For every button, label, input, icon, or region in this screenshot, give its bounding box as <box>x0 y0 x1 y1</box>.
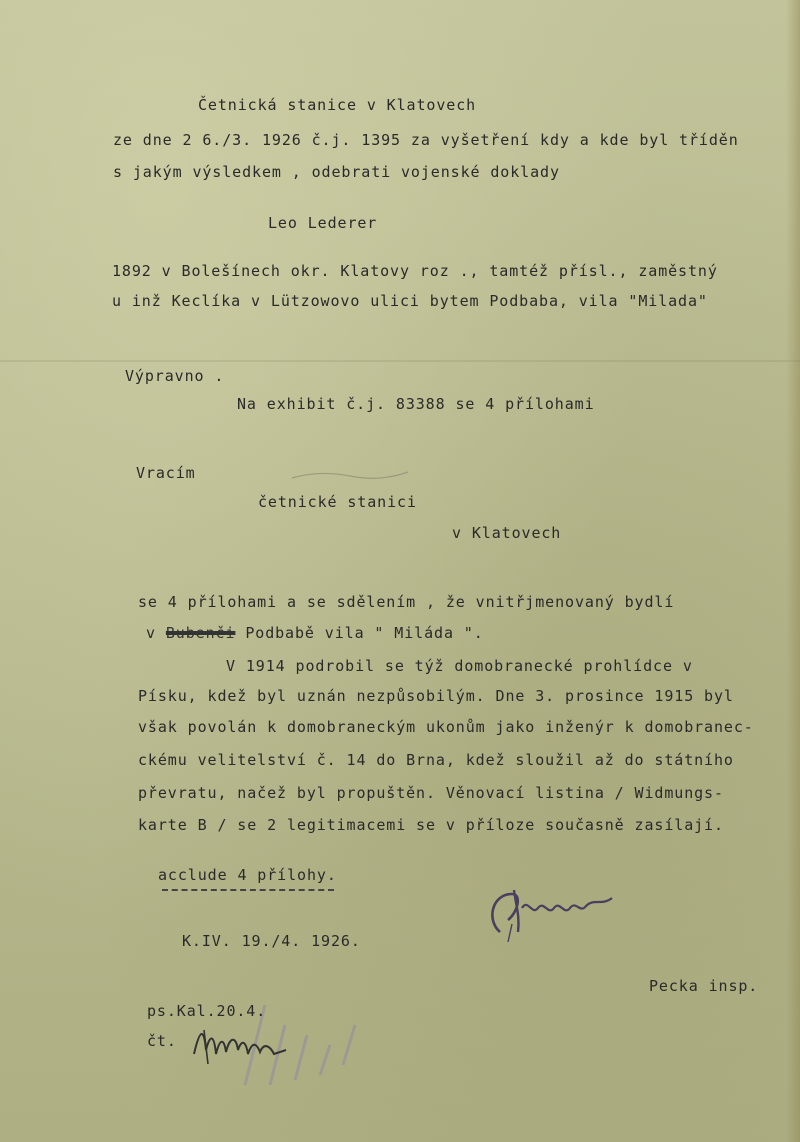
ct-note-prefix: čt. <box>147 1032 177 1050</box>
paper-edge <box>786 0 800 1142</box>
body-line-2-suffix: Podbabě vila " Miláda ". <box>245 624 484 642</box>
date-line: K.IV. 19./4. 1926. <box>182 932 361 950</box>
request-line-1: ze dne 2 6./3. 1926 č.j. 1395 za vyšetření kdy a kde byl tříděn <box>113 131 739 149</box>
signatory-line: Pecka insp. <box>649 977 759 995</box>
exhibit-line: Na exhibit č.j. 83388 se 4 přílohami <box>237 395 595 413</box>
body-line-4: Písku, kdež byl uznán nezpůsobilým. Dne 3. prosince 1915 byl <box>138 687 734 705</box>
request-line-2: s jakým výsledkem , odebrati vojenské doklady <box>113 163 560 181</box>
ps-note: ps.Kal.20.4. <box>147 1002 267 1020</box>
pencil-mark <box>290 460 410 490</box>
body-line-2-prefix: v <box>146 624 156 642</box>
subject-name: Leo Lederer <box>268 214 378 232</box>
paper-crease <box>0 360 800 362</box>
vypravno-line: Výpravno . <box>125 367 225 385</box>
handwritten-initials <box>190 1020 290 1070</box>
return-verb: Vracím <box>136 464 196 482</box>
details-line-1: 1892 v Bolešínech okr. Klatovy roz ., tamtéž přísl., zaměstný <box>112 262 718 280</box>
body-line-7: převratu, načež byl propuštěn. Věnovací listina / Widmungs- <box>138 784 724 802</box>
body-line-8: karte B / se 2 legitimacemi se v příloze současně zasílají. <box>138 816 724 834</box>
details-line-2: u inž Keclíka v Lützowovo ulici bytem Podbaba, vila "Milada" <box>112 292 708 310</box>
return-recipient: četnické stanici <box>258 493 417 511</box>
dashed-rule <box>162 889 334 891</box>
return-location: v Klatovech <box>452 524 562 542</box>
body-line-3: V 1914 podrobil se týž domobranecké prohlídce v <box>226 657 693 675</box>
body-line-6: ckému velitelství č. 14 do Brna, kdež sloužil až do státního <box>138 751 734 769</box>
struck-word: Bubenči <box>165 624 236 642</box>
body-line-1: se 4 přílohami a se sdělením , že vnitřjmenovaný bydlí <box>138 593 675 611</box>
signature-mark <box>478 880 638 950</box>
body-line-5: však povolán k domobraneckým ukonům jako inženýr k domobranec- <box>138 718 754 736</box>
enclosures-line: acclude 4 přílohy. <box>158 866 337 884</box>
addressee-line: Četnická stanice v Klatovech <box>198 96 477 114</box>
body-line-2 <box>146 624 484 642</box>
